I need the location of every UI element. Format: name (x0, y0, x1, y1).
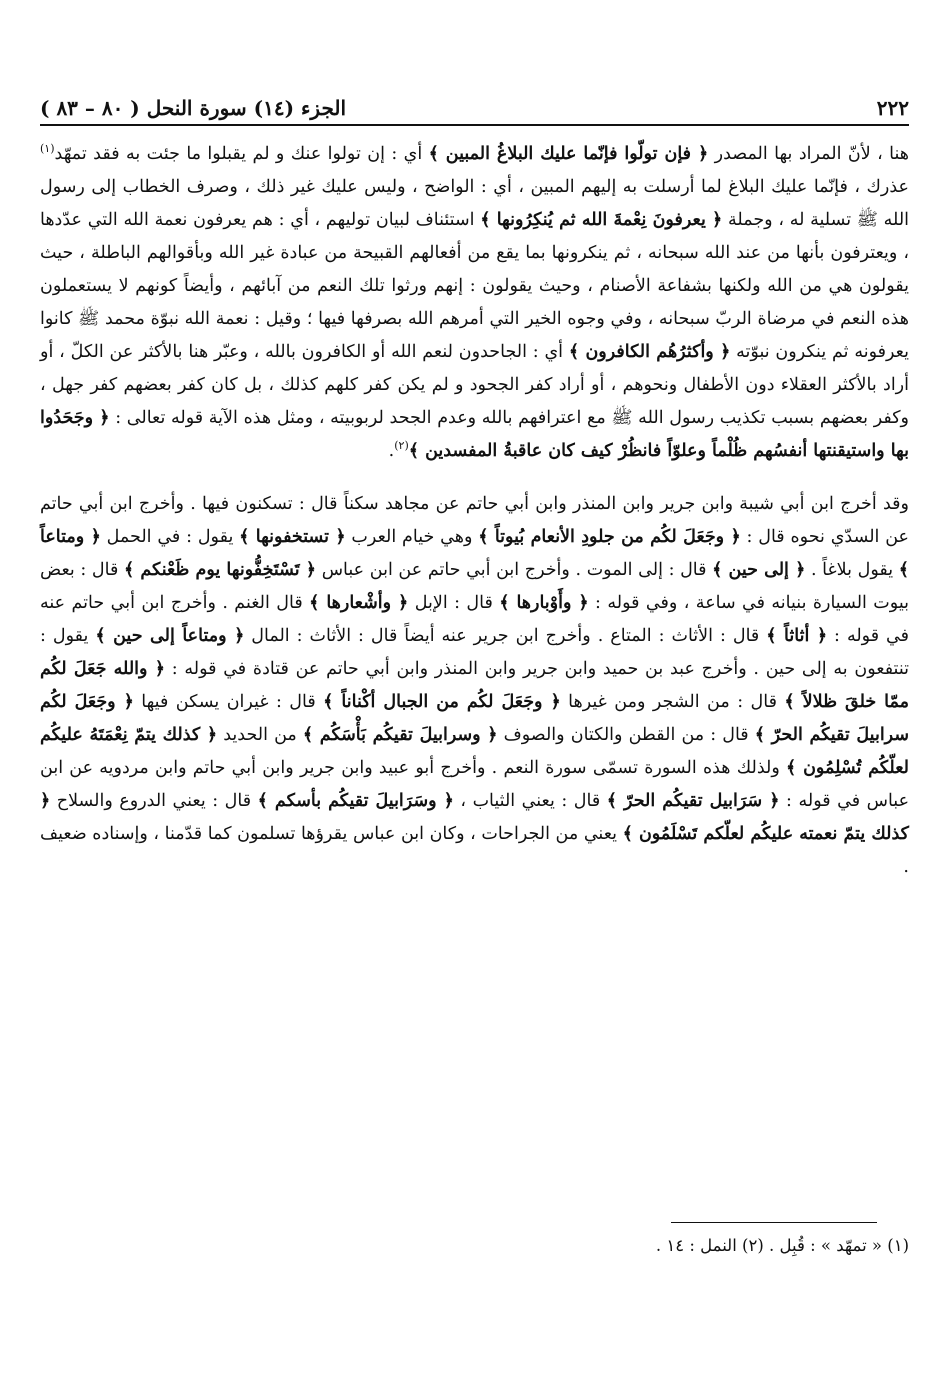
text-segment: قال : يعني الدروع والسلاح (50, 791, 258, 811)
text-segment: من الحديد (217, 725, 303, 745)
main-text (40, 138, 909, 884)
text-segment: قال : من القطن والكتان والصوف (497, 725, 755, 745)
quran-quote: ﴿ كذلك يتمّ نِعْمَتَهُ عليكُم لعلّكُم تُسْلِمُون ﴾ (40, 725, 909, 778)
text-segment: قال : يعني الثياب ، (453, 791, 607, 811)
text-segment: قال : الأثاث : المتاع . وأخرج ابن جرير عنه أيضاً قال : الأثاث : المال (244, 626, 767, 646)
page-header (40, 86, 909, 126)
quran-quote: ﴿ سَرَابيل تقيكُم الحرّ ﴾ (606, 791, 780, 811)
quran-quote: ﴿ تَسْتَخِفُّونها يوم ظَعْنكم ﴾ (123, 560, 317, 580)
paragraph (40, 488, 909, 884)
text-segment: هنا ، لأنّ المراد بها المصدر (708, 144, 909, 164)
text-segment: . (388, 441, 395, 461)
text-segment: قال : الإبل (408, 593, 500, 613)
footnote-divider (671, 1222, 877, 1223)
quran-quote: ﴿ أثاثاً ﴾ (766, 626, 828, 646)
quran-quote: ﴿ وسرابيلَ تقيكُم بَأْسَكُم ﴾ (302, 725, 498, 745)
quran-quote: ﴿ تستخفونها ﴾ (239, 527, 346, 547)
running-title: الجزء (١٤) سورة النحل ( ٨٠ – ٨٣ ) (40, 96, 347, 120)
text-segment: عذرك ، فإنّما عليك البلاغ لما أرسلت به إليهم المبين ، أي : الواضح ، وليس عليك غير ذلك ، وصرف الخطاب إلى رسول الله ﷺ تسلية له ، وجملة (40, 177, 910, 230)
text-segment: قال الغنم . وأخرج ابن أبي حاتم عنه في قوله : (40, 593, 909, 646)
text-segment: أي : الجاحدون لنعم الله أو الكافرون بالله ، وعبّر هنا بالأكثر عن الكلّ ، أو أراد بالأكثر العقلاء دون الأطفال ونحوهم ، أو أراد كفر الجحود و لم يكن كفر كلهم كذلك ، بل كان كفر بعضهم كفر جهل ، وكفر بعضهم بسبب تكذيب رسول الله ﷺ مع اعترافهم بالله وعدم الجحد لربوبيته ، ومثل هذه الآية قوله تعالى : (40, 342, 909, 428)
quran-quote: ﴿ ومتاعاً ﴾ (40, 527, 909, 580)
text-segment: وقد أخرج ابن أبي شيبة وابن جرير وابن المنذر وابن أبي حاتم عن مجاهد سكناً قال : تسكنون فيها . وأخرج ابن أبي حاتم عن السدّي نحوه قال : (40, 494, 909, 547)
quran-quote: ﴿ يعرفونَ نِعْمةَ الله ثم يُنكِرُونها ﴾ (480, 210, 723, 230)
paragraph (40, 138, 909, 468)
text-segment: يقول بلاغاً . (805, 560, 899, 580)
quran-quote: ﴿ وجَعَلَ لكُم من الجبال أكْناناً ﴾ (323, 692, 561, 712)
text-segment: قال : غيران يسكن فيها (133, 692, 324, 712)
footnotes: (١) « تمهّد » : قُبِل . (٢) النمل : ١٤ . (655, 1236, 909, 1255)
quran-quote: ﴿ وأكثرُهُم الكافرون ﴾ (568, 342, 731, 362)
quran-quote: ﴿ والله جَعَلَ لكُم ممّا خلقَ ظلالاً ﴾ (40, 659, 909, 712)
header-divider (40, 124, 909, 126)
text-segment: قال : بعض بيوت السيارة بنيانه في ساعة ، وفي قوله : (40, 560, 909, 613)
quran-quote: ﴿ ومتاعاً إلى حين ﴾ (95, 626, 245, 646)
text-segment: يعني من الجراحات ، وكان ابن عباس يقرؤها تسلمون كما قدّمنا ، وإسناده ضعيف . (40, 824, 909, 877)
text-segment: قال : من الشجر ومن غيرها (560, 692, 785, 712)
text-segment: يقول : تنتفعون به إلى حين . وأخرج عبد بن حميد وابن جرير وابن المنذر وابن أبي حاتم عن قتادة في قوله : (40, 626, 909, 679)
page-number: ٢٢٢ (876, 96, 909, 120)
text-segment: استئناف لبيان توليهم ، أي : هم يعرفون نعمة الله التي عدّدها ، ويعترفون بأنها من عند الله سبحانه ، ثم ينكرونها بما يقع من أفعالهم القبيحة من عبادة غير الله وبأقوالهم الباطلة ، حيث يقولون هي من الله ولكنها بشفاعة الأصنام ، وحيث يقولون : إنهم ورثوا تلك النعم من آبائهم ، وأيضاً كونهم لا يستعملون هذه النعم في مرضاة الربّ سبحانه ، وفي وجوه الخير التي أمرهم الله بصرفها فيها ؛ وقيل : نعمة الله نبوّة محمد ﷺ كانوا يعرفونه ثم ينكرون نبوّته (40, 210, 909, 362)
quran-quote: ﴿ فإن تولّوا فإنّما عليك البلاغُ المبين ﴾ (428, 144, 709, 164)
quran-quote: ﴿ وأَوْبارها ﴾ (499, 593, 589, 613)
text-segment: قال : إلى الموت . وأخرج ابن أبي حاتم عن ابن عباس (316, 560, 713, 580)
quran-quote: ﴿ كذلك يتمّ نعمته عليكُم لعلّكم تَسْلَمُون ﴾ (40, 791, 909, 844)
quran-quote: ﴿ وجَعَلَ لكُم من جلودِ الأنعام بُيوتاً ﴾ (478, 527, 741, 547)
footnote-ref: (١) (40, 142, 55, 156)
text-segment: أي : إن تولوا عنك و لم يقبلوا ما جئت به فقد تمهّد (54, 144, 429, 164)
text-segment: يقول : في الحمل (100, 527, 240, 547)
quran-quote: ﴿ وسَرَابيلَ تقيكُم بأسكم ﴾ (257, 791, 454, 811)
text-segment: ولذلك هذه السورة تسمّى سورة النعم . وأخرج أبو عبيد وابن جرير وابن أبي حاتم وابن مردويه عن ابن عباس في قوله : (40, 758, 910, 811)
text-segment: وهي خيام العرب (345, 527, 479, 547)
quran-quote: ﴿ وجَعَلَ لكُم سرابيلَ تقيكُم الحرّ ﴾ (40, 692, 909, 745)
quran-quote: ﴿ وأشْعارها ﴾ (309, 593, 409, 613)
quran-quote: ﴿ إلى حين ﴾ (712, 560, 806, 580)
footnote-ref: (٢) (394, 439, 409, 453)
quran-quote: ﴿ وجَحَدُوا بها واستيقنتها أنفسُهم ظُلْماً وعلوّاً فانظُرْ كيف كان عاقبةُ المفسدين ﴾ (40, 408, 909, 461)
